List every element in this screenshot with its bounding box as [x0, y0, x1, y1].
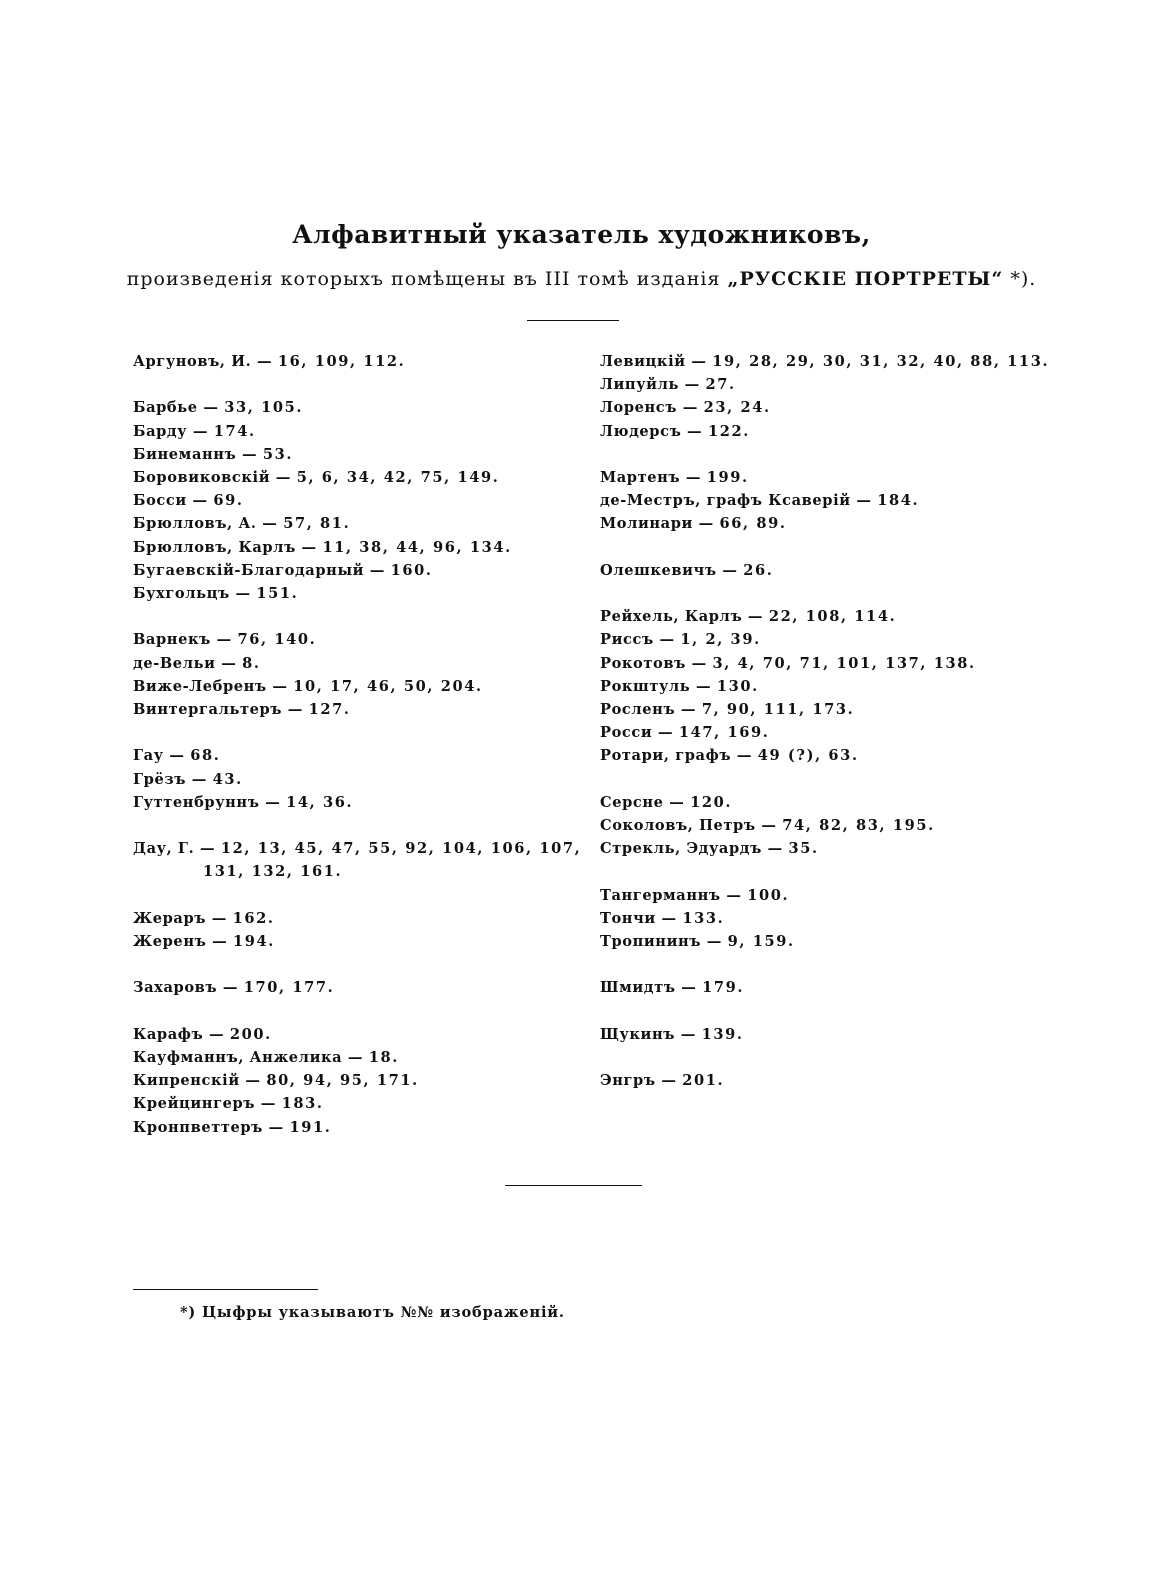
index-entry: [600, 976, 1030, 999]
artist-name: Рокштуль: [600, 677, 691, 695]
artist-name: Кипренскій: [133, 1072, 240, 1090]
index-entry: [133, 698, 573, 721]
index-entry: [600, 512, 1030, 535]
index-entry: [133, 420, 573, 443]
entry-dash: —: [194, 840, 221, 858]
subtitle-text: произведенія которыхъ помѣщены въ III томѣ изданія: [126, 268, 728, 290]
entry-dash: —: [342, 1048, 369, 1066]
artist-name: Тончи: [600, 909, 656, 927]
image-numbers: 76, 140.: [237, 631, 317, 649]
subtitle-publication: „РУССКІЕ ПОРТРЕТЫ“: [727, 268, 1004, 290]
image-numbers: 1, 2, 39.: [680, 631, 761, 649]
image-numbers: 19, 28, 29, 30, 31, 32, 40, 88, 113.: [712, 353, 1050, 370]
artist-name: Жераръ: [133, 909, 207, 927]
page-title: Алфавитный указатель художниковъ,: [292, 220, 871, 249]
index-entry: [133, 652, 573, 675]
image-numbers: 133.: [682, 909, 725, 927]
page-subtitle: [0, 268, 1163, 290]
entry-dash: —: [655, 1072, 683, 1090]
artist-name: Виже-Лебренъ: [133, 677, 267, 695]
entry-dash: —: [685, 353, 713, 370]
artist-name: Брюлловъ, Карлъ: [133, 538, 296, 556]
image-numbers: 199.: [706, 469, 749, 486]
index-entry: [133, 930, 573, 953]
entry-dash: —: [186, 492, 214, 510]
image-numbers: 27.: [705, 376, 736, 394]
image-numbers: 68.: [190, 747, 221, 765]
entry-dash: —: [217, 979, 244, 997]
title-rule: [527, 320, 619, 321]
image-numbers: 33, 105.: [224, 399, 304, 417]
artist-name: Гау: [133, 747, 164, 765]
index-entry: [600, 675, 1030, 698]
entry-dash: —: [236, 445, 263, 463]
artist-name: Левицкій: [600, 353, 686, 370]
index-entry: [133, 976, 573, 999]
image-numbers: 191.: [289, 1118, 332, 1136]
entry-dash: —: [266, 677, 294, 695]
artist-name: Рейхель, Карлъ: [600, 608, 743, 626]
entry-dash: —: [850, 492, 878, 510]
artist-name: Боровиковскій: [133, 469, 271, 486]
entry-dash: —: [652, 724, 679, 742]
image-numbers: 201.: [682, 1072, 725, 1090]
index-entry: [133, 443, 573, 466]
artist-name: Брюлловъ, А.: [133, 515, 257, 533]
index-entry: [600, 698, 1030, 721]
image-numbers: 74, 82, 83, 195.: [782, 817, 935, 834]
image-numbers: 162.: [232, 909, 275, 927]
artist-name: де-Местръ, графъ Ксаверій: [600, 492, 851, 510]
image-numbers: 49 (?), 63.: [757, 747, 859, 765]
index-entry: [133, 1023, 573, 1046]
artist-name: Кронпветтеръ: [133, 1118, 263, 1136]
index-entry: [600, 837, 1030, 860]
index-entry: [600, 884, 1030, 907]
image-numbers: 22, 108, 114.: [768, 608, 897, 626]
footnote-rule: [133, 1289, 318, 1290]
index-entry: [133, 628, 573, 651]
index-column-left: [133, 350, 582, 1139]
index-entry: [133, 1116, 573, 1139]
subtitle-footnote-mark: *).: [1003, 268, 1037, 290]
index-entry: [133, 768, 573, 791]
artist-name: Шмидтъ: [600, 979, 676, 997]
index-entry: [133, 536, 573, 559]
index-entry: [133, 350, 573, 373]
entry-dash: —: [675, 701, 702, 718]
image-numbers: 14, 36.: [286, 793, 354, 811]
artist-name: Росленъ: [600, 701, 676, 718]
artist-name: Грёзъ: [133, 770, 187, 788]
entry-dash: —: [678, 376, 706, 394]
index-entry: [600, 628, 1030, 651]
artist-name: Гуттенбруннъ: [133, 793, 260, 811]
index-entry: [600, 814, 1030, 837]
index-entry: [600, 791, 1030, 814]
index-entry: [600, 1023, 1030, 1046]
image-numbers: 53.: [262, 445, 294, 463]
image-numbers: 100.: [747, 886, 790, 904]
image-numbers: 183.: [281, 1095, 324, 1113]
artist-name: Бухгольцъ: [133, 585, 230, 603]
image-numbers: 43.: [212, 770, 243, 788]
artist-name: Кауфманнъ, Анжелика: [133, 1048, 343, 1066]
footnote: *) Цыфры указываютъ №№ изображеній.: [180, 1304, 565, 1321]
image-numbers: 35.: [788, 840, 819, 858]
artist-name: Олешкевичъ: [600, 561, 717, 579]
entry-dash: —: [270, 469, 297, 486]
entry-dash: —: [677, 399, 704, 417]
artist-name: Щукинъ: [600, 1025, 676, 1043]
image-numbers: 7, 90, 111, 173.: [701, 701, 855, 718]
image-numbers: 80, 94, 95, 171.: [266, 1072, 419, 1090]
artist-name: Липуйль: [600, 376, 679, 394]
artist-name: Молинари: [600, 515, 693, 533]
index-entry: [133, 1046, 573, 1069]
index-entry: [600, 930, 1030, 953]
entry-dash: —: [692, 515, 720, 533]
index-entry: [600, 466, 1030, 489]
artist-name: Захаровъ: [133, 979, 218, 997]
image-numbers: 174.: [213, 422, 256, 440]
entry-dash: —: [720, 886, 748, 904]
image-numbers: 130.: [716, 677, 759, 695]
entry-dash: —: [251, 353, 278, 370]
artist-name: Мартенъ: [600, 469, 681, 486]
image-numbers: 16, 109, 112.: [277, 353, 406, 370]
index-entry: [600, 396, 1030, 419]
entry-dash: —: [680, 469, 707, 486]
entry-dash: —: [262, 1118, 290, 1136]
entry-dash: —: [197, 399, 225, 417]
index-entry: [600, 652, 1030, 675]
index-entry: [600, 489, 1030, 512]
image-numbers: 3, 4, 70, 71, 101, 137, 138.: [712, 654, 976, 672]
index-entry: [133, 907, 573, 930]
index-entry: [600, 420, 1030, 443]
entry-dash: —: [206, 933, 233, 950]
entry-dash: —: [215, 654, 243, 672]
image-numbers: 9, 159.: [727, 933, 795, 950]
artist-name: Винтергальтеръ: [133, 701, 283, 719]
image-numbers: 12, 13, 45, 47, 55, 92, 104, 106, 107,: [220, 840, 582, 858]
artist-name: Тангерманнъ: [600, 886, 721, 904]
image-numbers: 120.: [690, 793, 733, 811]
entry-dash: —: [653, 631, 681, 649]
image-numbers: 11, 38, 44, 96, 134.: [322, 538, 512, 556]
artist-name: Жеренъ: [133, 933, 207, 950]
image-numbers: 8.: [242, 654, 261, 672]
index-entry: [133, 559, 573, 582]
entry-dash: —: [163, 747, 191, 765]
artist-name: Серсне: [600, 793, 664, 811]
entry-dash: —: [681, 422, 708, 440]
index-column-right: [600, 350, 1050, 1092]
entry-dash: —: [256, 515, 284, 533]
image-numbers: 139.: [701, 1025, 744, 1043]
artist-name: Крейцингеръ: [133, 1095, 256, 1113]
entry-dash: —: [761, 840, 789, 858]
artist-name: Риссъ: [600, 631, 654, 649]
artist-name: Лоренсъ: [600, 399, 678, 417]
image-numbers: 179.: [702, 979, 745, 997]
artist-name: Рокотовъ: [600, 654, 686, 672]
artist-name: Варнекъ: [133, 631, 211, 649]
image-numbers: 151.: [256, 585, 299, 603]
index-entry: [600, 721, 1030, 744]
artist-name: Энгръ: [600, 1072, 656, 1090]
image-numbers: 147, 169.: [678, 724, 770, 742]
index-entry: [600, 559, 1030, 582]
artist-name: Тропининъ: [600, 933, 702, 950]
entry-dash: —: [701, 933, 728, 950]
artist-name: Ротари, графъ: [600, 747, 732, 765]
index-entry: [600, 1069, 1030, 1092]
image-numbers: 200.: [229, 1025, 272, 1043]
artist-name: Людерсъ: [600, 422, 682, 440]
image-numbers: 10, 17, 46, 50, 204.: [293, 677, 483, 695]
index-entry: [133, 489, 573, 512]
entry-dash: —: [295, 538, 323, 556]
index-entry: [600, 605, 1030, 628]
image-numbers: 66, 89.: [719, 515, 787, 533]
index-entry: [133, 837, 582, 860]
entry-dash: —: [187, 422, 214, 440]
entry-dash: —: [742, 608, 769, 626]
artist-name: Босси: [133, 492, 187, 510]
image-numbers: 57, 81.: [283, 515, 351, 533]
entry-dash: —: [206, 909, 233, 927]
image-numbers: 18.: [368, 1048, 399, 1066]
entry-dash: —: [731, 747, 758, 765]
entry-dash: —: [690, 677, 717, 695]
image-numbers: 23, 24.: [703, 399, 771, 417]
index-entry: [133, 466, 573, 489]
entry-dash: —: [186, 770, 213, 788]
index-entry: [133, 512, 573, 535]
artist-name: Росси: [600, 724, 653, 742]
index-entry: [133, 675, 573, 698]
entry-dash: —: [282, 701, 309, 719]
index-entry: [133, 791, 573, 814]
entry-dash: —: [259, 793, 287, 811]
entry-dash: —: [675, 979, 703, 997]
index-entry: [133, 1092, 573, 1115]
entry-dash: —: [229, 585, 257, 603]
index-entry: [133, 744, 573, 767]
entry-dash: —: [685, 654, 713, 672]
index-entry: [600, 907, 1030, 930]
image-numbers: 194.: [232, 933, 275, 950]
entry-dash: —: [364, 561, 391, 579]
image-numbers: 26.: [743, 561, 774, 579]
image-numbers: 170, 177.: [243, 979, 335, 997]
index-entry-continuation: [133, 860, 573, 883]
image-numbers: 184.: [877, 492, 920, 510]
entry-dash: —: [755, 817, 783, 834]
artist-name: Дау, Г.: [133, 840, 195, 858]
index-entry: [133, 582, 573, 605]
image-numbers: 131, 132, 161.: [203, 863, 343, 881]
image-numbers: 127.: [308, 701, 351, 719]
end-rule: [505, 1185, 642, 1186]
entry-dash: —: [203, 1025, 230, 1043]
artist-name: Соколовъ, Петръ: [600, 817, 756, 834]
artist-name: Бинеманнъ: [133, 445, 237, 463]
image-numbers: 5, 6, 34, 42, 75, 149.: [296, 469, 500, 486]
artist-name: Барду: [133, 422, 188, 440]
index-entry: [133, 396, 573, 419]
entry-dash: —: [655, 909, 683, 927]
index-entry: [600, 373, 1030, 396]
entry-dash: —: [210, 631, 238, 649]
entry-dash: —: [239, 1072, 267, 1090]
image-numbers: 160.: [390, 561, 433, 579]
artist-name: Карафъ: [133, 1025, 204, 1043]
entry-dash: —: [675, 1025, 702, 1043]
index-entry: [600, 350, 1050, 373]
entry-dash: —: [663, 793, 691, 811]
entry-dash: —: [716, 561, 744, 579]
index-entry: [133, 1069, 573, 1092]
image-numbers: 69.: [213, 492, 244, 510]
artist-name: Аргуновъ, И.: [133, 353, 252, 370]
entry-dash: —: [255, 1095, 282, 1113]
artist-name: Стрекль, Эдуардъ: [600, 840, 762, 858]
artist-name: де-Вельи: [133, 654, 216, 672]
image-numbers: 122.: [707, 422, 750, 440]
artist-name: Бугаевскій-Благодарный: [133, 561, 365, 579]
index-entry: [600, 744, 1030, 767]
artist-name: Барбье: [133, 399, 198, 417]
